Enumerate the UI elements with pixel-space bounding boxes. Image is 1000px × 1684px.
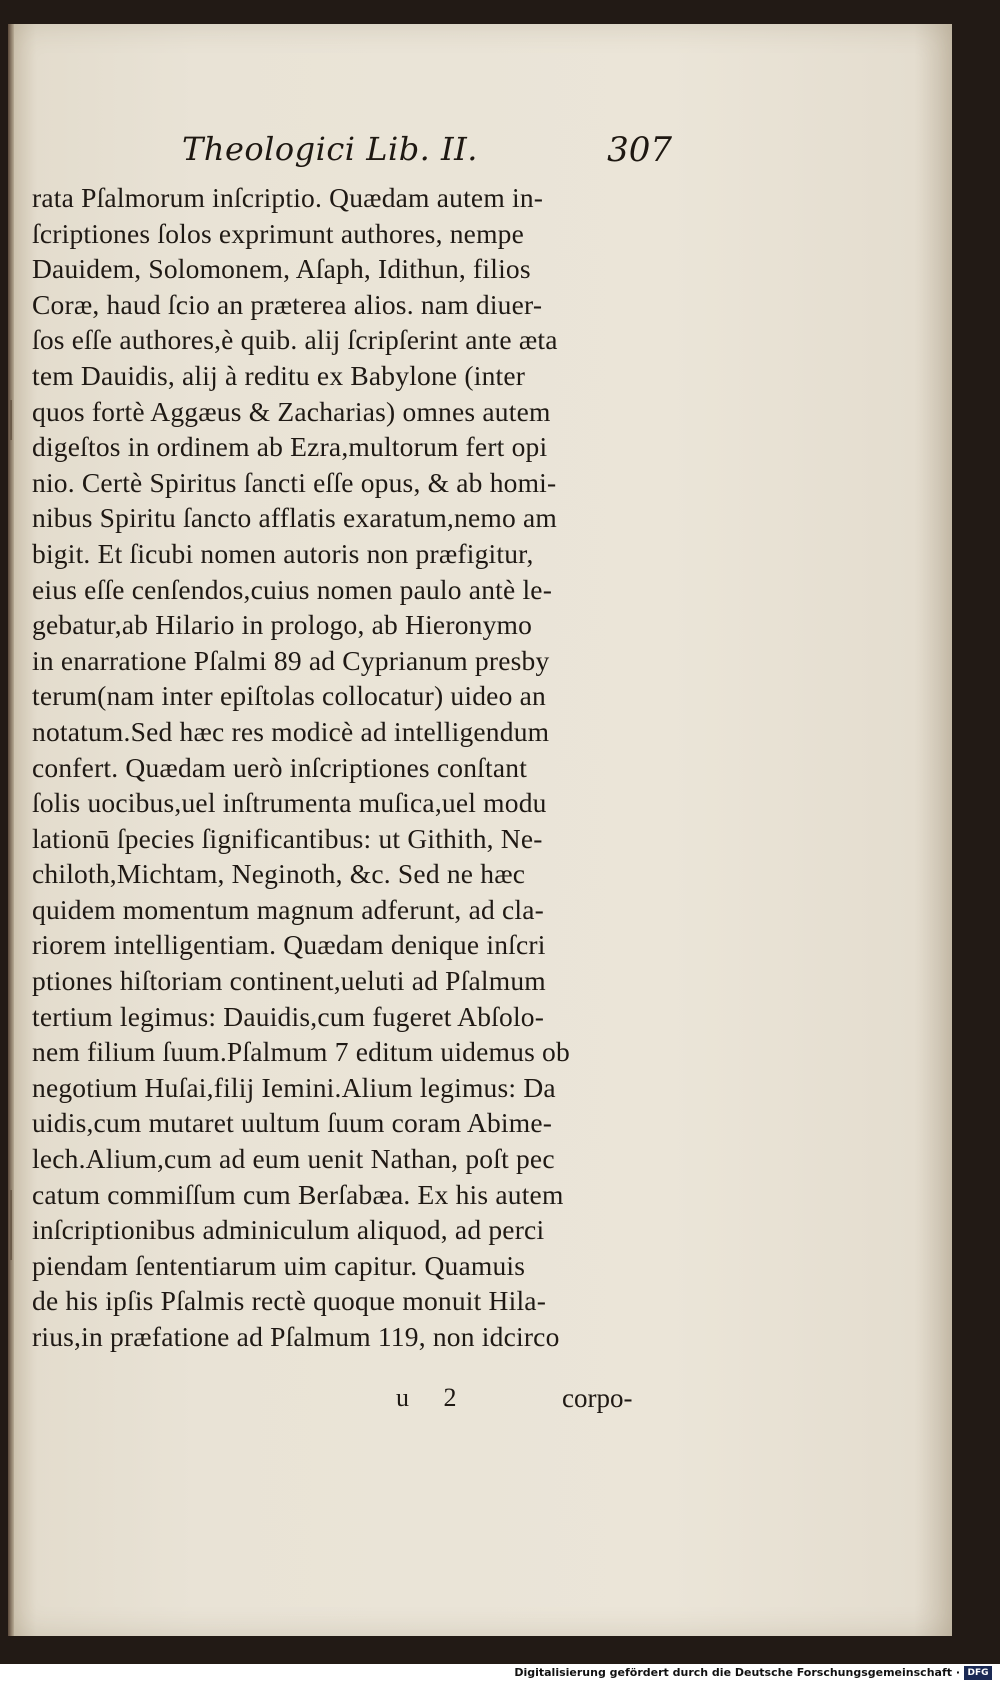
text-line: confert. Quædam uerò inſcriptiones conſtant — [32, 751, 528, 783]
running-title: Theologici Lib. II. — [182, 130, 478, 168]
digitization-credit: Digitalisierung gefördert durch die Deutsche Forschungsgemeinschaft · — [514, 1666, 960, 1679]
text-line: terum(nam inter epiſtolas collocatur) uideo an — [32, 680, 546, 712]
text-line: eius eſſe cenſendos,cuius nomen paulo antè le- — [32, 573, 553, 605]
text-line: piendam ſententiarum uim capitur. Quamuis — [32, 1249, 526, 1281]
text-line: in enarratione Pſalmi 89 ad Cyprianum presby — [32, 644, 550, 676]
page-header — [182, 130, 672, 182]
text-line: catum commiſſum cum Berſabæa. Ex his autem — [32, 1178, 564, 1210]
text-line: riorem intelligentiam. Quædam denique inſcri — [32, 929, 546, 961]
text-line: rius,in præfatione ad Pſalmum 119, non idcirco — [32, 1321, 560, 1352]
text-line: ſos eſſe authores,è quib. alij ſcripſerint ante æta — [32, 324, 558, 356]
text-line: Dauidem, Solomonem, Aſaph, Idithun, filios — [32, 253, 531, 285]
page-number: 307 — [607, 130, 672, 170]
text-line: de his ipſis Pſalmis rectè quoque monuit Hila- — [32, 1285, 547, 1317]
text-line: nem filium ſuum.Pſalmum 7 editum uidemus ob — [32, 1036, 570, 1068]
text-line: lationū ſpecies ſignificantibus: ut Githith, Ne- — [32, 822, 543, 854]
margin-mark — [10, 1190, 12, 1260]
text-line: chiloth,Michtam, Neginoth, &c. Sed ne hæc — [32, 858, 526, 890]
text-line: rata Pſalmorum inſcriptio. Quædam autem in- — [32, 182, 544, 213]
margin-mark — [10, 400, 12, 440]
text-line: negotium Huſai,filij Iemini.Alium legimus: Da — [32, 1071, 556, 1103]
page-spine-edge — [8, 24, 14, 1636]
text-line: nio. Certè Spiritus ſancti eſſe opus, & ab homi- — [32, 466, 557, 498]
text-line: uidis,cum mutaret uultum ſuum coram Abime- — [32, 1107, 553, 1139]
text-line: tem Dauidis, alij à reditu ex Babylone (inter — [32, 359, 526, 391]
text-line: quidem momentum magnum adferunt, ad cla- — [32, 893, 545, 925]
catchword: corpo- — [562, 1383, 633, 1413]
body-text — [32, 180, 672, 1355]
text-line: notatum.Sed hæc res modicè ad intelligendum — [32, 715, 550, 747]
text-line: ſcriptiones ſolos exprimunt authores, nempe — [32, 217, 525, 249]
text-line: ptiones hiſtoriam continent,ueluti ad Pſalmum — [32, 965, 546, 997]
dfg-logo: DFG — [964, 1666, 992, 1680]
text-line: quos fortè Aggæus & Zacharias) omnes autem — [32, 395, 551, 427]
text-line: inſcriptionibus adminiculum aliquod, ad perci — [32, 1214, 545, 1246]
signature-mark: u 2 — [396, 1383, 471, 1412]
text-line: ſolis uocibus,uel inſtrumenta muſica,uel modu — [32, 787, 547, 819]
text-line: tertium legimus: Dauidis,cum fugeret Abſolo- — [32, 1000, 545, 1032]
text-line: Coræ, haud ſcio an præterea alios. nam diuer- — [32, 288, 543, 320]
text-line: bigit. Et ſicubi nomen autoris non præfigitur, — [32, 537, 534, 569]
text-line: lech.Alium,cum ad eum uenit Nathan, poſt pec — [32, 1143, 555, 1175]
text-line: digeſtos in ordinem ab Ezra,multorum fert opi — [32, 431, 548, 463]
text-line: nibus Spiritu ſancto afflatis exaratum,nemo am — [32, 502, 557, 534]
text-line: gebatur,ab Hilario in prologo, ab Hieronymo — [32, 609, 533, 641]
